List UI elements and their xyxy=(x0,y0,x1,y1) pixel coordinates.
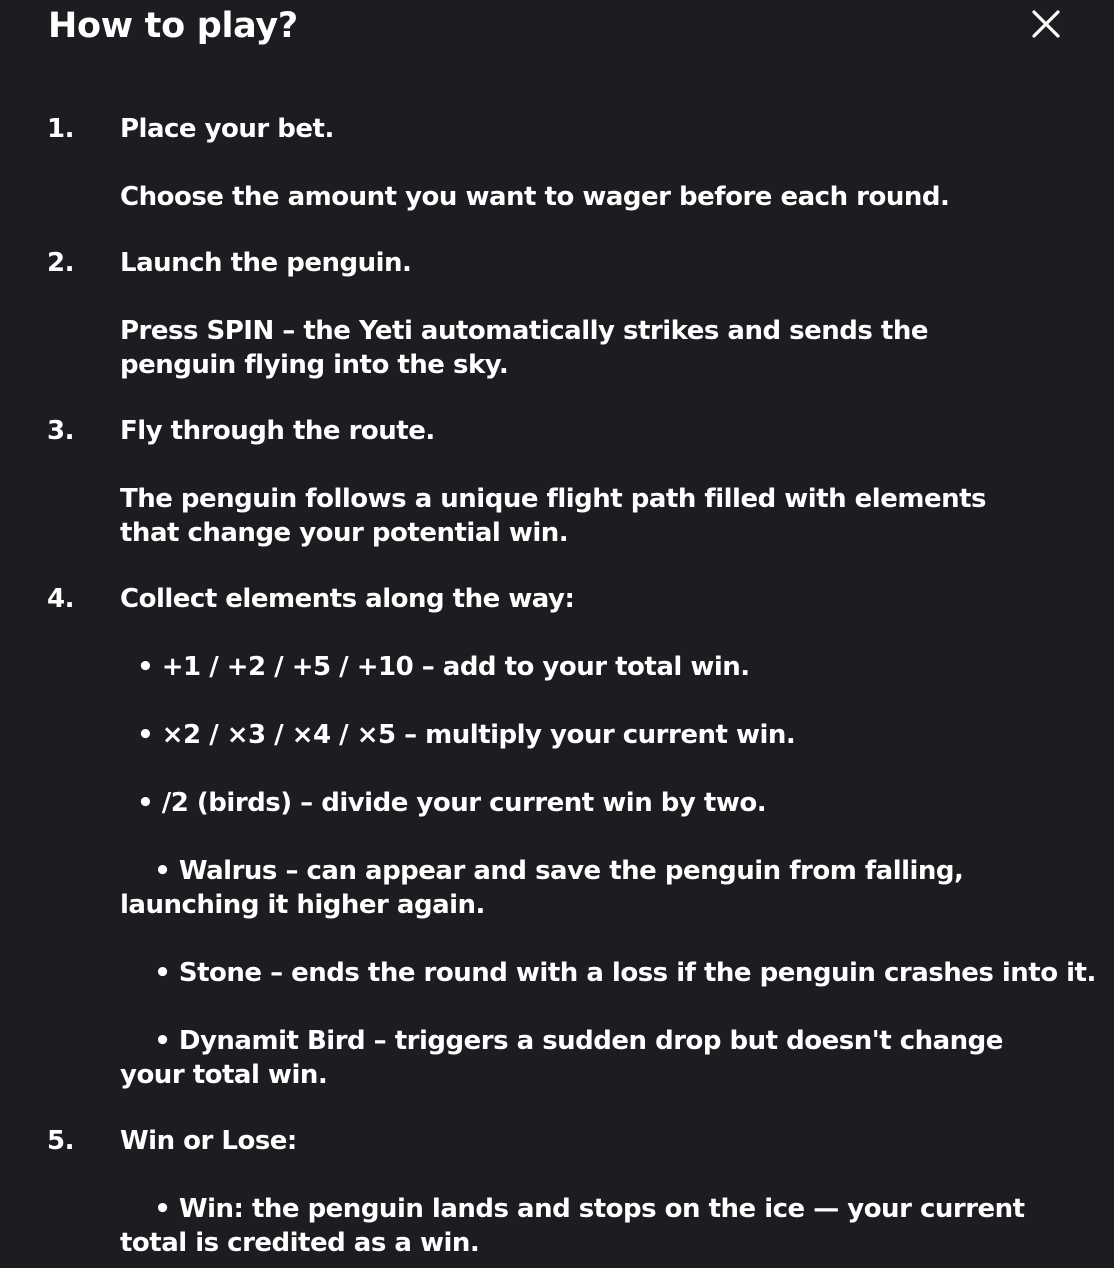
list-item: • +1 / +2 / +5 / +10 – add to your total win. xyxy=(120,652,750,682)
close-icon xyxy=(1026,4,1066,44)
list-item: • Walrus – can appear and save the penguin from falling, launching it higher again. xyxy=(120,856,972,920)
step-number: 4. xyxy=(47,584,74,614)
step-description: Press SPIN – the Yeti automatically strikes and sends the penguin flying into the sky. xyxy=(120,316,928,380)
step-heading: Launch the penguin. xyxy=(120,248,412,278)
step-number: 5. xyxy=(47,1126,74,1156)
list-item: • Stone – ends the round with a loss if the penguin crashes into it. xyxy=(120,958,1096,988)
list-item: • ×2 / ×3 / ×4 / ×5 – multiply your current win. xyxy=(120,720,796,750)
step-heading: Collect elements along the way: xyxy=(120,584,575,614)
step-heading: Fly through the route. xyxy=(120,416,435,446)
step-heading: Win or Lose: xyxy=(120,1126,297,1156)
step-description: The penguin follows a unique flight path filled with elements that change your potential win. xyxy=(120,484,986,548)
list-item: • Win: the penguin lands and stops on the ice — your current total is credited as a win. xyxy=(120,1194,1034,1258)
close-button[interactable] xyxy=(1026,4,1066,44)
step-description: Choose the amount you want to wager before each round. xyxy=(120,182,950,212)
step-number: 2. xyxy=(47,248,74,278)
list-item: • Dynamit Bird – triggers a sudden drop but doesn't change your total win. xyxy=(120,1026,1012,1090)
step-number: 3. xyxy=(47,416,74,446)
list-item: • /2 (birds) – divide your current win by two. xyxy=(120,788,767,818)
step-number: 1. xyxy=(47,114,74,144)
step-heading: Place your bet. xyxy=(120,114,334,144)
dialog-title: How to play? xyxy=(48,6,298,46)
